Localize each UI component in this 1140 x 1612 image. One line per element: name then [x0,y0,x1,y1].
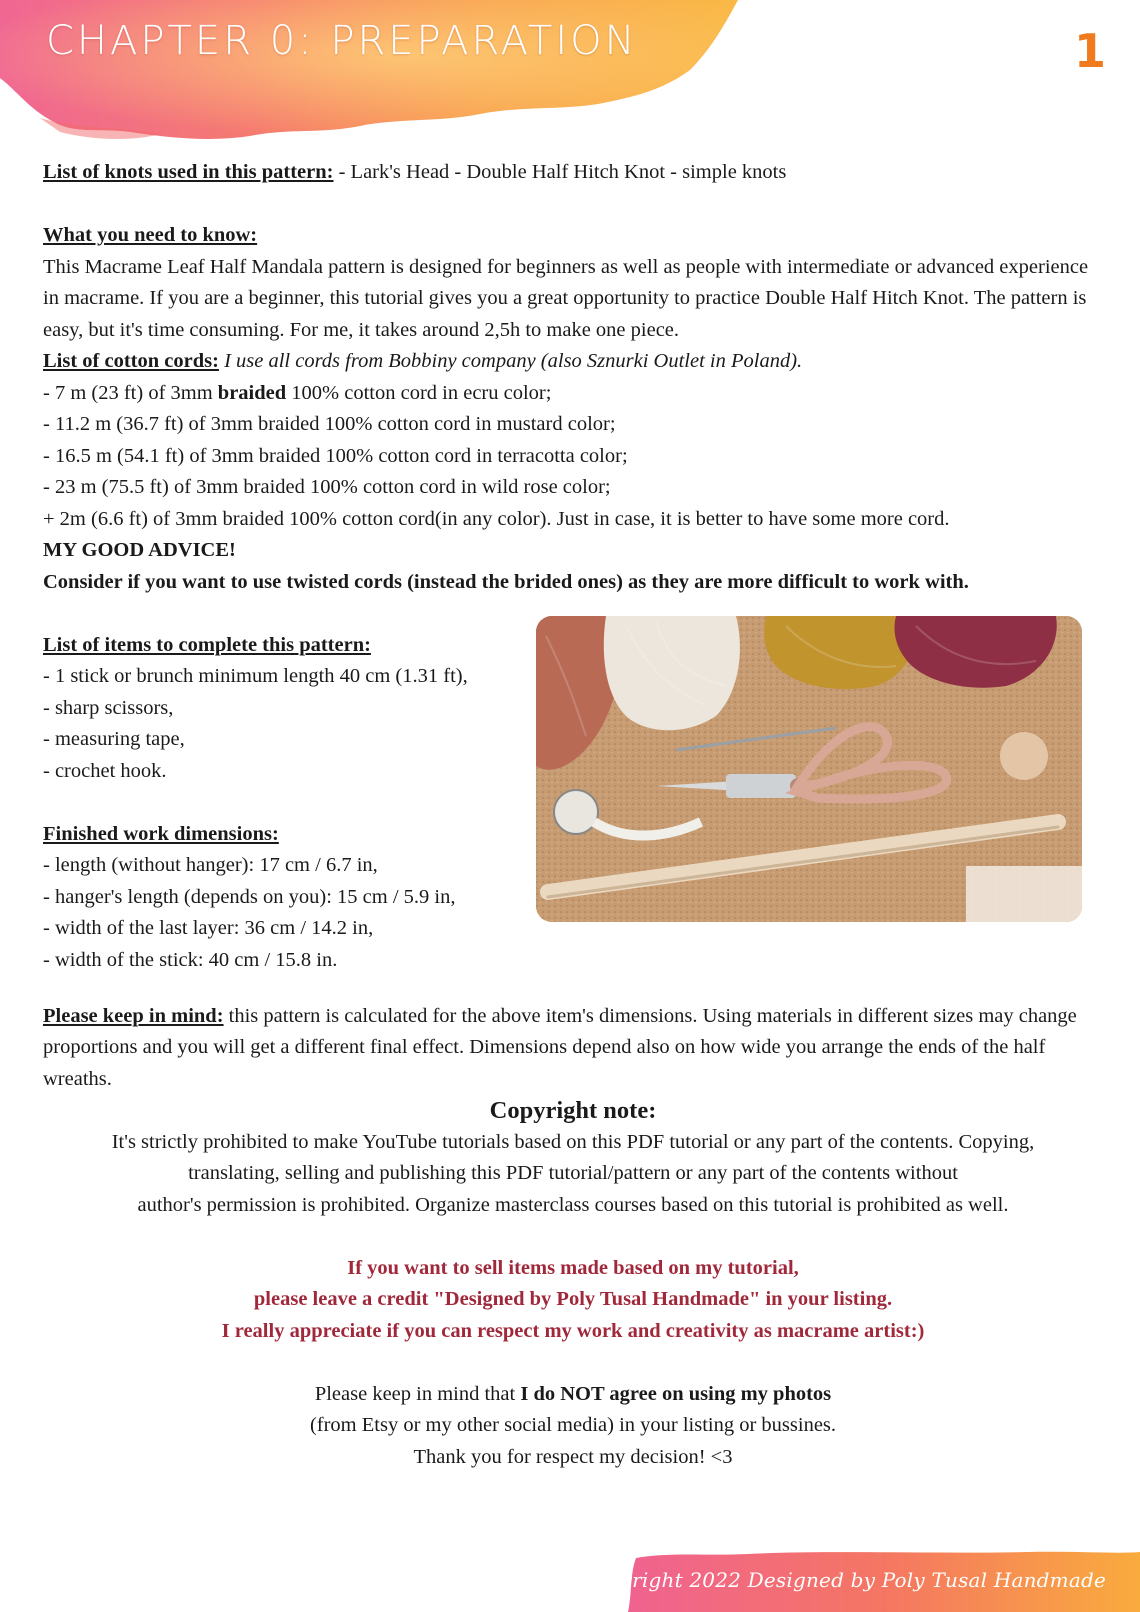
keep-in-mind-paragraph [43,1001,1103,1096]
page-content [43,157,1103,1473]
know-label: What you need to know: [43,224,258,246]
photos-line-1: Please keep in mind that I do NOT agree on using my photos [314,1382,832,1405]
dimension-hanger: - hanger's length (depends on you): 15 cm / 5.9 in, [43,885,456,908]
items-and-photo-section [43,630,1103,976]
credit-line-3: I really appreciate if you can respect my work and creativity as macrame artist:) [221,1319,925,1342]
item-scissors: - sharp scissors, [43,696,174,719]
item-stick: - 1 stick or brunch minimum length 40 cm (1.31 ft), [43,665,468,687]
cord-line-ecru: - 7 m (23 ft) of 3mm braided 100% cotton cord in ecru color; [43,381,552,404]
dimension-last-layer: - width of the last layer: 36 cm / 14.2 in, [43,917,374,939]
copyright-line-1: It's strictly prohibited to make YouTube tutorials based on this PDF tutorial or any part of the contents. Copying, [111,1130,1035,1153]
advice-title: MY GOOD ADVICE! [43,539,236,561]
cord-line-wild-rose: - 23 m (75.5 ft) of 3mm braided 100% cotton cord in wild rose color; [43,476,611,498]
keep-in-mind-label: Please keep in mind: [43,1004,224,1027]
dimension-stick: - width of the stick: 40 cm / 15.8 in. [43,948,338,971]
cord-line-mustard: - 11.2 m (36.7 ft) of 3mm braided 100% cotton cord in mustard color; [43,413,616,435]
item-tape: - measuring tape, [43,728,185,750]
know-text: This Macrame Leaf Half Mandala pattern is designed for beginners as well as people with intermediate or advanced experience in macrame. If you are a beginner, this tutorial gives you a great opportunity to practice Double Half Hitch Knot. The pattern is easy, but it's time consuming. For me, it takes around 2,5h to make one piece. [43,255,1089,341]
keep-in-mind-text: this pattern is calculated for the above item's dimensions. Using materials in different sizes may change proportions and you will get a different final effect. Dimensions depend also on how wide you arrange the ends of the half wreaths. [43,1004,1077,1090]
cords-heading [43,346,1103,378]
knots-text: - Lark's Head - Double Half Hitch Knot - simple knots [333,161,787,183]
cords-label: List of cotton cords: [43,350,219,372]
chapter-title: CHAPTER 0: PREPARATION [46,18,638,64]
photos-line-2: (from Etsy or my other social media) in your listing or bussines. [309,1414,837,1436]
dimension-length: - length (without hanger): 17 cm / 6.7 in, [43,854,378,876]
cord-line-extra: + 2m (6.6 ft) of 3mm braided 100% cotton cord(in any color). Just in case, it is better to have some more cord. [43,507,950,530]
knots-label: List of knots used in this pattern: [43,161,334,183]
cords-note: I use all cords from Bobbiny company (also Sznurki Outlet in Poland). [218,350,803,372]
copyright-line-3: author's permission is prohibited. Organize masterclass courses based on this tutorial is prohibited as well. [137,1193,1009,1216]
photos-line-3: Thank you for respect my decision! <3 [413,1445,733,1468]
materials-photo [536,616,1082,922]
knots-paragraph [43,157,1103,189]
copyright-heading: Copyright note: [489,1097,657,1124]
credit-line-1: If you want to sell items made based on my tutorial, [347,1256,799,1279]
dimensions-label: Finished work dimensions: [43,822,279,845]
credit-line-2: please leave a credit "Designed by Poly Tusal Handmade" in your listing. [253,1288,893,1310]
cord-line-terracotta: - 16.5 m (54.1 ft) of 3mm braided 100% cotton cord in terracotta color; [43,444,628,467]
advice-text: Consider if you want to use twisted cords (instead the brided ones) as they are more difficult to work with. [43,570,969,593]
items-column [43,630,523,977]
page-number: 1 [1073,24,1106,78]
copyright-line-2: translating, selling and publishing this PDF tutorial/pattern or any part of the contents without [188,1162,958,1184]
item-hook: - crochet hook. [43,759,167,782]
items-label: List of items to complete this pattern: [43,633,371,656]
footer-copyright: Copyright 2022 Designed by Poly Tusal Handmade [579,1568,1106,1592]
